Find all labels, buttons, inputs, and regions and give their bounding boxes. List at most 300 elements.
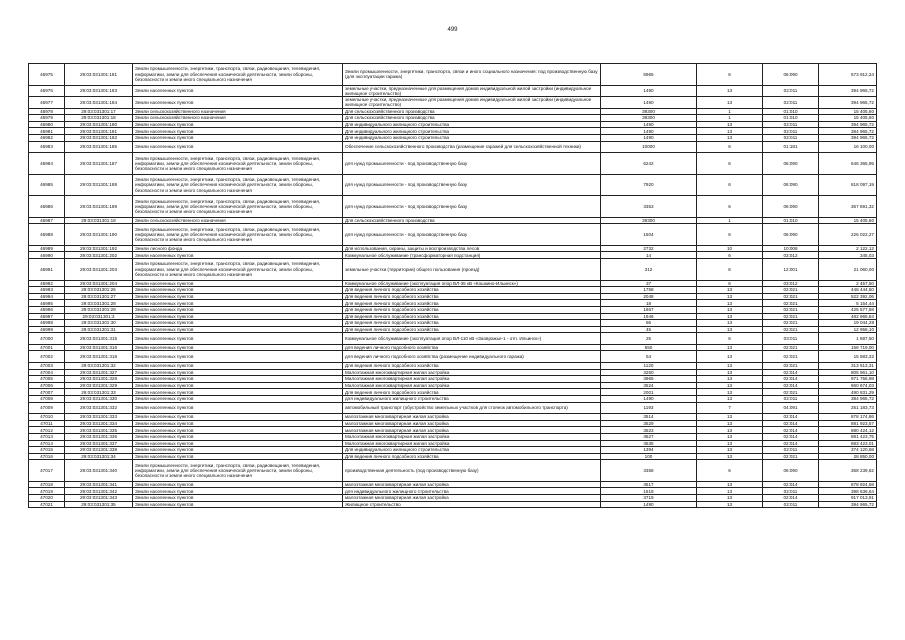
table-row [29,287,877,294]
group-cell: 13 [697,363,763,370]
cadastral-value-cell: 573 912,24 [819,64,877,86]
use-code-cell: 02:014 [763,440,819,447]
permitted-use-cell: Для ведения личного подсобного хозяйства [343,453,601,460]
group-cell: 6 [697,153,763,175]
use-code-cell: 06:090 [763,224,819,246]
table-row [29,495,877,502]
cadastral-number-cell: 29:03:031301:28 [65,300,133,307]
use-code-cell: 06:090 [763,153,819,175]
table-row [29,369,877,376]
permitted-use-cell: Для сельскохозяйственного производства [343,115,601,122]
group-cell: 13 [697,376,763,383]
area-cell: 1490 [601,85,697,97]
area-cell: 550 [601,344,697,351]
land-category-cell: Земли населенных пунктов [133,434,343,441]
group-cell: 10 [697,245,763,252]
cadastral-value-cell: 12 956,10 [819,326,877,333]
table-row [29,396,877,403]
cadastral-number-cell: 29:03:031301:182 [65,135,133,142]
area-cell: 3535 [601,440,697,447]
permitted-use-cell: Для ведения личного подсобного хозяйства [343,287,601,294]
area-cell: 1490 [601,396,697,403]
table-row [29,259,877,281]
permitted-use-cell: Земли промышленности, энергетики, транспорта, связи и иного социального назначения: под производственную базу (для эксплуатации гаража) [343,64,601,86]
land-category-cell: Земли промышленности, энергетики, транспорта, связи, радиовещания, телевидения, информатики, земли для обеспечения космической деятельности, земли обороны, безопасности и земли иного специального назначения [133,174,343,196]
land-category-cell: Земли населенных пунктов [133,85,343,97]
table-row [29,300,877,307]
cadastral-number-cell: 29:03:031301:185 [65,141,133,153]
cadastral-number-cell: 29:03:031301:183 [65,85,133,97]
cadastral-number-cell: 29:03:031301:341 [65,481,133,488]
row-id-cell: 47001 [29,344,65,351]
group-cell: 13 [697,420,763,427]
land-category-cell: Земли промышленности, энергетики, транспорта, связи, радиовещания, телевидения, информатики, земли для обеспечения космической деятельности, земли обороны, безопасности и земли иного специального назначения [133,153,343,175]
area-cell: 54 [601,351,697,363]
cadastral-number-cell: 29:03:031301:188 [65,174,133,196]
row-id-cell: 46994 [29,293,65,300]
cadastral-number-cell: 29:03:031301:26 [65,287,133,294]
cadastral-value-cell: 490 831,29 [819,389,877,396]
cadastral-number-cell: 29:03:031301:192 [65,245,133,252]
use-code-cell: 02:021 [763,300,819,307]
area-cell: 3523 [601,427,697,434]
area-cell: 3527 [601,434,697,441]
use-code-cell: 02:011 [763,488,819,495]
land-category-cell: Земли промышленности, энергетики, транспорта, связи, радиовещания, телевидения, информатики, земли для обеспечения космической деятельности, земли обороны, безопасности и земли иного специального назначения [133,259,343,281]
cadastral-number-cell: 29:03:031301:332 [65,402,133,414]
row-id-cell: 46981 [29,128,65,135]
cadastral-number-cell: 29:03:031301:180 [65,121,133,128]
row-id-cell: 47016 [29,453,65,460]
land-category-cell: Земли населенных пунктов [133,293,343,300]
permitted-use-cell: Для ведения личного подсобного хозяйства [343,363,601,370]
land-category-cell: Земли сельскохозяйственного назначения [133,217,343,224]
area-cell: 1758 [601,287,697,294]
table-row [29,252,877,259]
cadastral-value-cell: 15 405,60 [819,108,877,115]
row-id-cell: 47018 [29,481,65,488]
area-cell: 3358 [601,460,697,482]
land-category-cell: Земли населенных пунктов [133,369,343,376]
permitted-use-cell: Для индивидуального жилищного строительства [343,447,601,454]
row-id-cell: 46997 [29,313,65,320]
cadastral-value-cell: 398 636,64 [819,488,877,495]
land-category-cell: Земли населенных пунктов [133,351,343,363]
group-cell: 13 [697,396,763,403]
cadastral-value-cell: 367 691,32 [819,196,877,218]
permitted-use-cell: Коммунальное обслуживание (эксплуатация опор ВЛ-110 кВ «Заовражье-1 - отп. Ильинск») [343,333,601,345]
area-cell: 3514 [601,414,697,421]
table-row [29,128,877,135]
table-row [29,224,877,246]
table-row [29,481,877,488]
cadastral-value-cell: 448 444,50 [819,287,877,294]
row-id-cell: 47010 [29,414,65,421]
cadastral-number-cell: 29:03:031301:187 [65,153,133,175]
permitted-use-cell: Обеспечение сельскохозяйственного производства (размещение гаражей для сельскохозяйственной техники) [343,141,601,153]
permitted-use-cell: Для использования, охраны, защиты и воспроизводства лесов [343,245,601,252]
cadastral-number-cell: 29:03:031301:204 [65,280,133,287]
table-row [29,97,877,109]
group-cell: 13 [697,434,763,441]
group-cell: 13 [697,389,763,396]
use-code-cell: 02:021 [763,287,819,294]
permitted-use-cell: Коммунальное обслуживание (трансформаторная подстанция) [343,252,601,259]
table-row [29,420,877,427]
cadastral-number-cell: 29:03:031301:315 [65,333,133,345]
area-cell: 1490 [601,501,697,508]
land-category-cell: Земли населенных пунктов [133,280,343,287]
cadastral-value-cell: 16 100,00 [819,141,877,153]
land-category-cell: Земли населенных пунктов [133,300,343,307]
group-cell: 6 [697,141,763,153]
group-cell: 13 [697,326,763,333]
group-cell: 7 [697,402,763,414]
use-code-cell: 06:090 [763,196,819,218]
row-id-cell: 46980 [29,121,65,128]
area-cell: 7920 [601,174,697,196]
row-id-cell: 46975 [29,64,65,86]
area-cell: 3524 [601,382,697,389]
area-cell: 39300 [601,217,697,224]
table-row [29,245,877,252]
land-category-cell: Земли населенных пунктов [133,389,343,396]
land-category-cell: Земли населенных пунктов [133,453,343,460]
cadastral-value-cell: 881 923,57 [819,420,877,427]
row-id-cell: 46999 [29,326,65,333]
area-cell: 3965 [601,376,697,383]
table-row [29,141,877,153]
row-id-cell: 46993 [29,287,65,294]
cadastral-value-cell: 158 719,00 [819,344,877,351]
area-cell: 1490 [601,97,697,109]
row-id-cell: 47000 [29,333,65,345]
use-code-cell: 01:010 [763,108,819,115]
cadastral-number-cell: 29:03:031301:30 [65,320,133,327]
land-category-cell: Земли промышленности, энергетики, транспорта, связи, радиовещания, телевидения, информатики, земли для обеспечения космической деятельности, земли обороны, безопасности и земли иного специального назначения [133,460,343,482]
area-cell: 1490 [601,121,697,128]
area-cell: 1394 [601,447,697,454]
cadastral-value-cell: 5 154,44 [819,300,877,307]
row-id-cell: 46984 [29,153,65,175]
land-category-cell: Земли населенных пунктов [133,396,343,403]
row-id-cell: 47019 [29,488,65,495]
row-id-cell: 47004 [29,369,65,376]
use-code-cell: 02:021 [763,344,819,351]
cadastral-number-cell: 29:03:031301:18 [65,115,133,122]
table-row [29,280,877,287]
cadastral-number-cell: 29:03:031301:340 [65,460,133,482]
area-cell: 100 [601,453,697,460]
permitted-use-cell: Для ведения личного подсобного хозяйства [343,300,601,307]
table-row [29,363,877,370]
table-row [29,121,877,128]
use-code-cell: 02:014 [763,427,819,434]
cadastral-number-cell: 29:03:031301:335 [65,427,133,434]
permitted-use-cell: Малоэтажная многоквартирная жилая застройка [343,382,601,389]
cadastral-value-cell: 917 013,91 [819,495,877,502]
cadastral-value-cell: 880 424,12 [819,427,877,434]
table-row [29,402,877,414]
permitted-use-cell: Для сельскохозяйственного производства [343,217,601,224]
group-cell: 13 [697,287,763,294]
permitted-use-cell: Для ведения личного подсобного хозяйства [343,326,601,333]
cadastral-number-cell: 29:03:031301:181 [65,64,133,86]
cadastral-number-cell: 29:03:031301:17 [65,108,133,115]
land-category-cell: Земли населенных пунктов [133,495,343,502]
row-id-cell: 46991 [29,259,65,281]
area-cell: 5965 [601,64,697,86]
land-category-cell: Земли населенных пунктов [133,121,343,128]
cadastral-value-cell: 425 577,58 [819,306,877,313]
cadastral-value-cell: 21 060,00 [819,259,877,281]
table-row [29,344,877,351]
land-category-cell: Земли сельскохозяйственного назначения [133,108,343,115]
group-cell: 6 [697,252,763,259]
use-code-cell: 02:021 [763,363,819,370]
permitted-use-cell: для нужд промышленности - под производственную базу [343,153,601,175]
permitted-use-cell: Малоэтажная многоквартирная жилая застройка [343,376,601,383]
permitted-use-cell: малоэтажная многоквартирная жилая застройка [343,481,601,488]
land-category-cell: Земли населенных пунктов [133,306,343,313]
cadastral-number-cell: 29:03:031301:329 [65,382,133,389]
area-cell: 3529 [601,420,697,427]
group-cell: 13 [697,344,763,351]
cadastral-value-cell: 394 965,72 [819,85,877,97]
use-code-cell: 02:011 [763,501,819,508]
use-code-cell: 02:014 [763,434,819,441]
cadastral-number-cell: 29:03:031301:316 [65,344,133,351]
cadastral-number-cell: 29:03:031301:330 [65,396,133,403]
cadastral-number-cell: 29:03:031301:202 [65,252,133,259]
row-id-cell: 46983 [29,141,65,153]
permitted-use-cell: малоэтажная многоквартирная жилая застройка [343,427,601,434]
land-category-cell: Земли промышленности, энергетики, транспорта, связи, радиовещания, телевидения, информатики, земли для обеспечения космической деятельности, земли обороны, безопасности и земли иного специального назначения [133,64,343,86]
cadastral-value-cell: 251 183,73 [819,402,877,414]
land-category-cell: Земли населенных пунктов [133,376,343,383]
cadastral-number-cell: 29:03:031301:34 [65,453,133,460]
cadastral-number-cell: 29:03:031301:327 [65,369,133,376]
table-row [29,376,877,383]
area-cell: 1946 [601,313,697,320]
row-id-cell: 46976 [29,85,65,97]
cadastral-value-cell: 19 044,28 [819,320,877,327]
use-code-cell: 02:011 [763,128,819,135]
cadastral-value-cell: 384 965,72 [819,396,877,403]
row-id-cell: 47005 [29,376,65,383]
table-row [29,414,877,421]
cadastral-value-cell: 482 965,84 [819,313,877,320]
row-id-cell: 47013 [29,434,65,441]
group-cell: 1 [697,108,763,115]
table-row [29,108,877,115]
cadastral-value-cell: 818 097,19 [819,174,877,196]
group-cell: 6 [697,174,763,196]
land-category-cell: Земли населенных пунктов [133,414,343,421]
use-code-cell: 02:011 [763,447,819,454]
row-id-cell: 47003 [29,363,65,370]
area-cell: 1490 [601,128,697,135]
land-category-cell: Земли населенных пунктов [133,427,343,434]
permitted-use-cell: Для индивидуального жилищного строительства [343,135,601,142]
table-row [29,427,877,434]
area-cell: 3517 [601,481,697,488]
group-cell: 13 [697,320,763,327]
land-category-cell: Земли населенных пунктов [133,481,343,488]
table-row [29,501,877,508]
use-code-cell: 02:021 [763,326,819,333]
use-code-cell: 02:021 [763,313,819,320]
table-body [29,64,877,508]
use-code-cell: 02:011 [763,396,819,403]
cadastral-value-cell: 394 965,72 [819,97,877,109]
row-id-cell: 47021 [29,501,65,508]
land-category-cell: Земли промышленности, энергетики, транспорта, связи, радиовещания, телевидения, информатики, земли для обеспечения космической деятельности, земли обороны, безопасности и земли иного специального назначения [133,224,343,246]
group-cell: 13 [697,488,763,495]
use-code-cell: 01:181 [763,141,819,153]
group-cell: 6 [697,64,763,86]
use-code-cell: 02:014 [763,495,819,502]
table-row [29,313,877,320]
cadastral-value-cell: 28 850,00 [819,453,877,460]
use-code-cell: 02:011 [763,97,819,109]
row-id-cell: 46996 [29,306,65,313]
permitted-use-cell: земельные участки (территории) общего пользования (проезд) [343,259,601,281]
land-category-cell: Земли населенных пунктов [133,97,343,109]
permitted-use-cell: Жилищное строительство [343,501,601,508]
row-id-cell: 46990 [29,252,65,259]
permitted-use-cell: для индивидуального жилищного строительства [343,396,601,403]
permitted-use-cell: Для индивидуального жилищного строительства [343,128,601,135]
land-category-cell: Земли населенных пунктов [133,382,343,389]
row-id-cell: 47020 [29,495,65,502]
cadastral-value-cell: 368 239,62 [819,460,877,482]
table-row [29,115,877,122]
cadastral-number-cell: 29:03:031301:3 [65,313,133,320]
group-cell: 6 [697,259,763,281]
group-cell: 1 [697,217,763,224]
row-id-cell: 46998 [29,320,65,327]
row-id-cell: 47009 [29,402,65,414]
table-row [29,351,877,363]
row-id-cell: 47017 [29,460,65,482]
area-cell: 66 [601,320,697,327]
row-id-cell: 46979 [29,115,65,122]
group-cell: 13 [697,440,763,447]
group-cell: 6 [697,460,763,482]
cadastral-number-cell: 29:03:031301:328 [65,376,133,383]
row-id-cell: 47007 [29,389,65,396]
use-code-cell: 10:006 [763,245,819,252]
row-id-cell: 46985 [29,174,65,196]
area-cell: 1490 [601,135,697,142]
permitted-use-cell: земельные участки, предназначенные для размещения домов индивидуальной жилой застройки (индивидуальное жилищное строительство) [343,97,601,109]
area-cell: 3353 [601,196,697,218]
permitted-use-cell: Коммунальное обслуживание (эксплуатация опор ВЛ-35 кВ «Кошкино-Ильинск») [343,280,601,287]
use-code-cell: 02:021 [763,351,819,363]
group-cell: 6 [697,280,763,287]
land-category-cell: Земли населенных пунктов [133,344,343,351]
row-id-cell: 47008 [29,396,65,403]
land-category-cell: Земли лесного фонда [133,245,343,252]
cadastral-number-cell: 29:03:031301:181 [65,128,133,135]
row-id-cell: 46987 [29,217,65,224]
use-code-cell: 06:090 [763,460,819,482]
group-cell: 6 [697,333,763,345]
use-code-cell: 03:011 [763,333,819,345]
land-category-cell: Земли населенных пунктов [133,402,343,414]
table-row [29,453,877,460]
area-cell: 1667 [601,306,697,313]
row-id-cell: 47015 [29,447,65,454]
cadastral-value-cell: 878 174,86 [819,414,877,421]
table-row [29,326,877,333]
cadastral-number-cell: 29:03:031301:203 [65,259,133,281]
row-id-cell: 46977 [29,97,65,109]
row-id-cell: 47011 [29,420,65,427]
use-code-cell: 02:014 [763,369,819,376]
cadastral-value-cell: 226 022,27 [819,224,877,246]
land-category-cell: Земли населенных пунктов [133,440,343,447]
group-cell: 13 [697,313,763,320]
cadastral-number-cell: 29:03:031301:342 [65,488,133,495]
row-id-cell: 46978 [29,108,65,115]
use-code-cell: 02:011 [763,85,819,97]
area-cell: 37 [601,280,697,287]
table-row [29,333,877,345]
cadastral-value-cell: 15 583,32 [819,351,877,363]
group-cell: 13 [697,300,763,307]
cadastral-number-cell: 29:03:031301:35 [65,501,133,508]
row-id-cell: 47006 [29,382,65,389]
use-code-cell: 06:090 [763,64,819,86]
permitted-use-cell: малоэтажная многоквартирная жилая застройка [343,414,601,421]
cadastral-value-cell: 971 756,98 [819,376,877,383]
table-row [29,440,877,447]
table-row [29,488,877,495]
cadastral-register-table [28,63,877,508]
row-id-cell: 46989 [29,245,65,252]
permitted-use-cell: производственная деятельность (под производственную базу) [343,460,601,482]
permitted-use-cell: для нужд промышленности - под производственную базу [343,224,601,246]
use-code-cell: 02:021 [763,389,819,396]
cadastral-number-cell: 29:03:031301:190 [65,224,133,246]
group-cell: 13 [697,427,763,434]
group-cell: 13 [697,369,763,376]
row-id-cell: 46988 [29,224,65,246]
area-cell: 1518 [601,488,697,495]
table-row [29,293,877,300]
cadastral-value-cell: 883 423,01 [819,440,877,447]
cadastral-value-cell: 522 392,06 [819,293,877,300]
permitted-use-cell: Для ведения личного подсобного хозяйства [343,306,601,313]
cadastral-number-cell: 29:03:031301:29 [65,306,133,313]
area-cell: 14 [601,252,697,259]
group-cell: 13 [697,306,763,313]
area-cell: 45 [601,326,697,333]
cadastral-number-cell: 29:03:031301:31 [65,326,133,333]
row-id-cell: 47012 [29,427,65,434]
use-code-cell: 04:091 [763,402,819,414]
area-cell: 1193 [601,402,697,414]
permitted-use-cell: для индивидуального жилищного строительства [343,488,601,495]
table-row [29,217,877,224]
cadastral-number-cell: 29:03:031301:334 [65,420,133,427]
table-row [29,135,877,142]
table-row [29,320,877,327]
land-category-cell: Земли сельскохозяйственного назначения [133,115,343,122]
use-code-cell: 02:011 [763,121,819,128]
